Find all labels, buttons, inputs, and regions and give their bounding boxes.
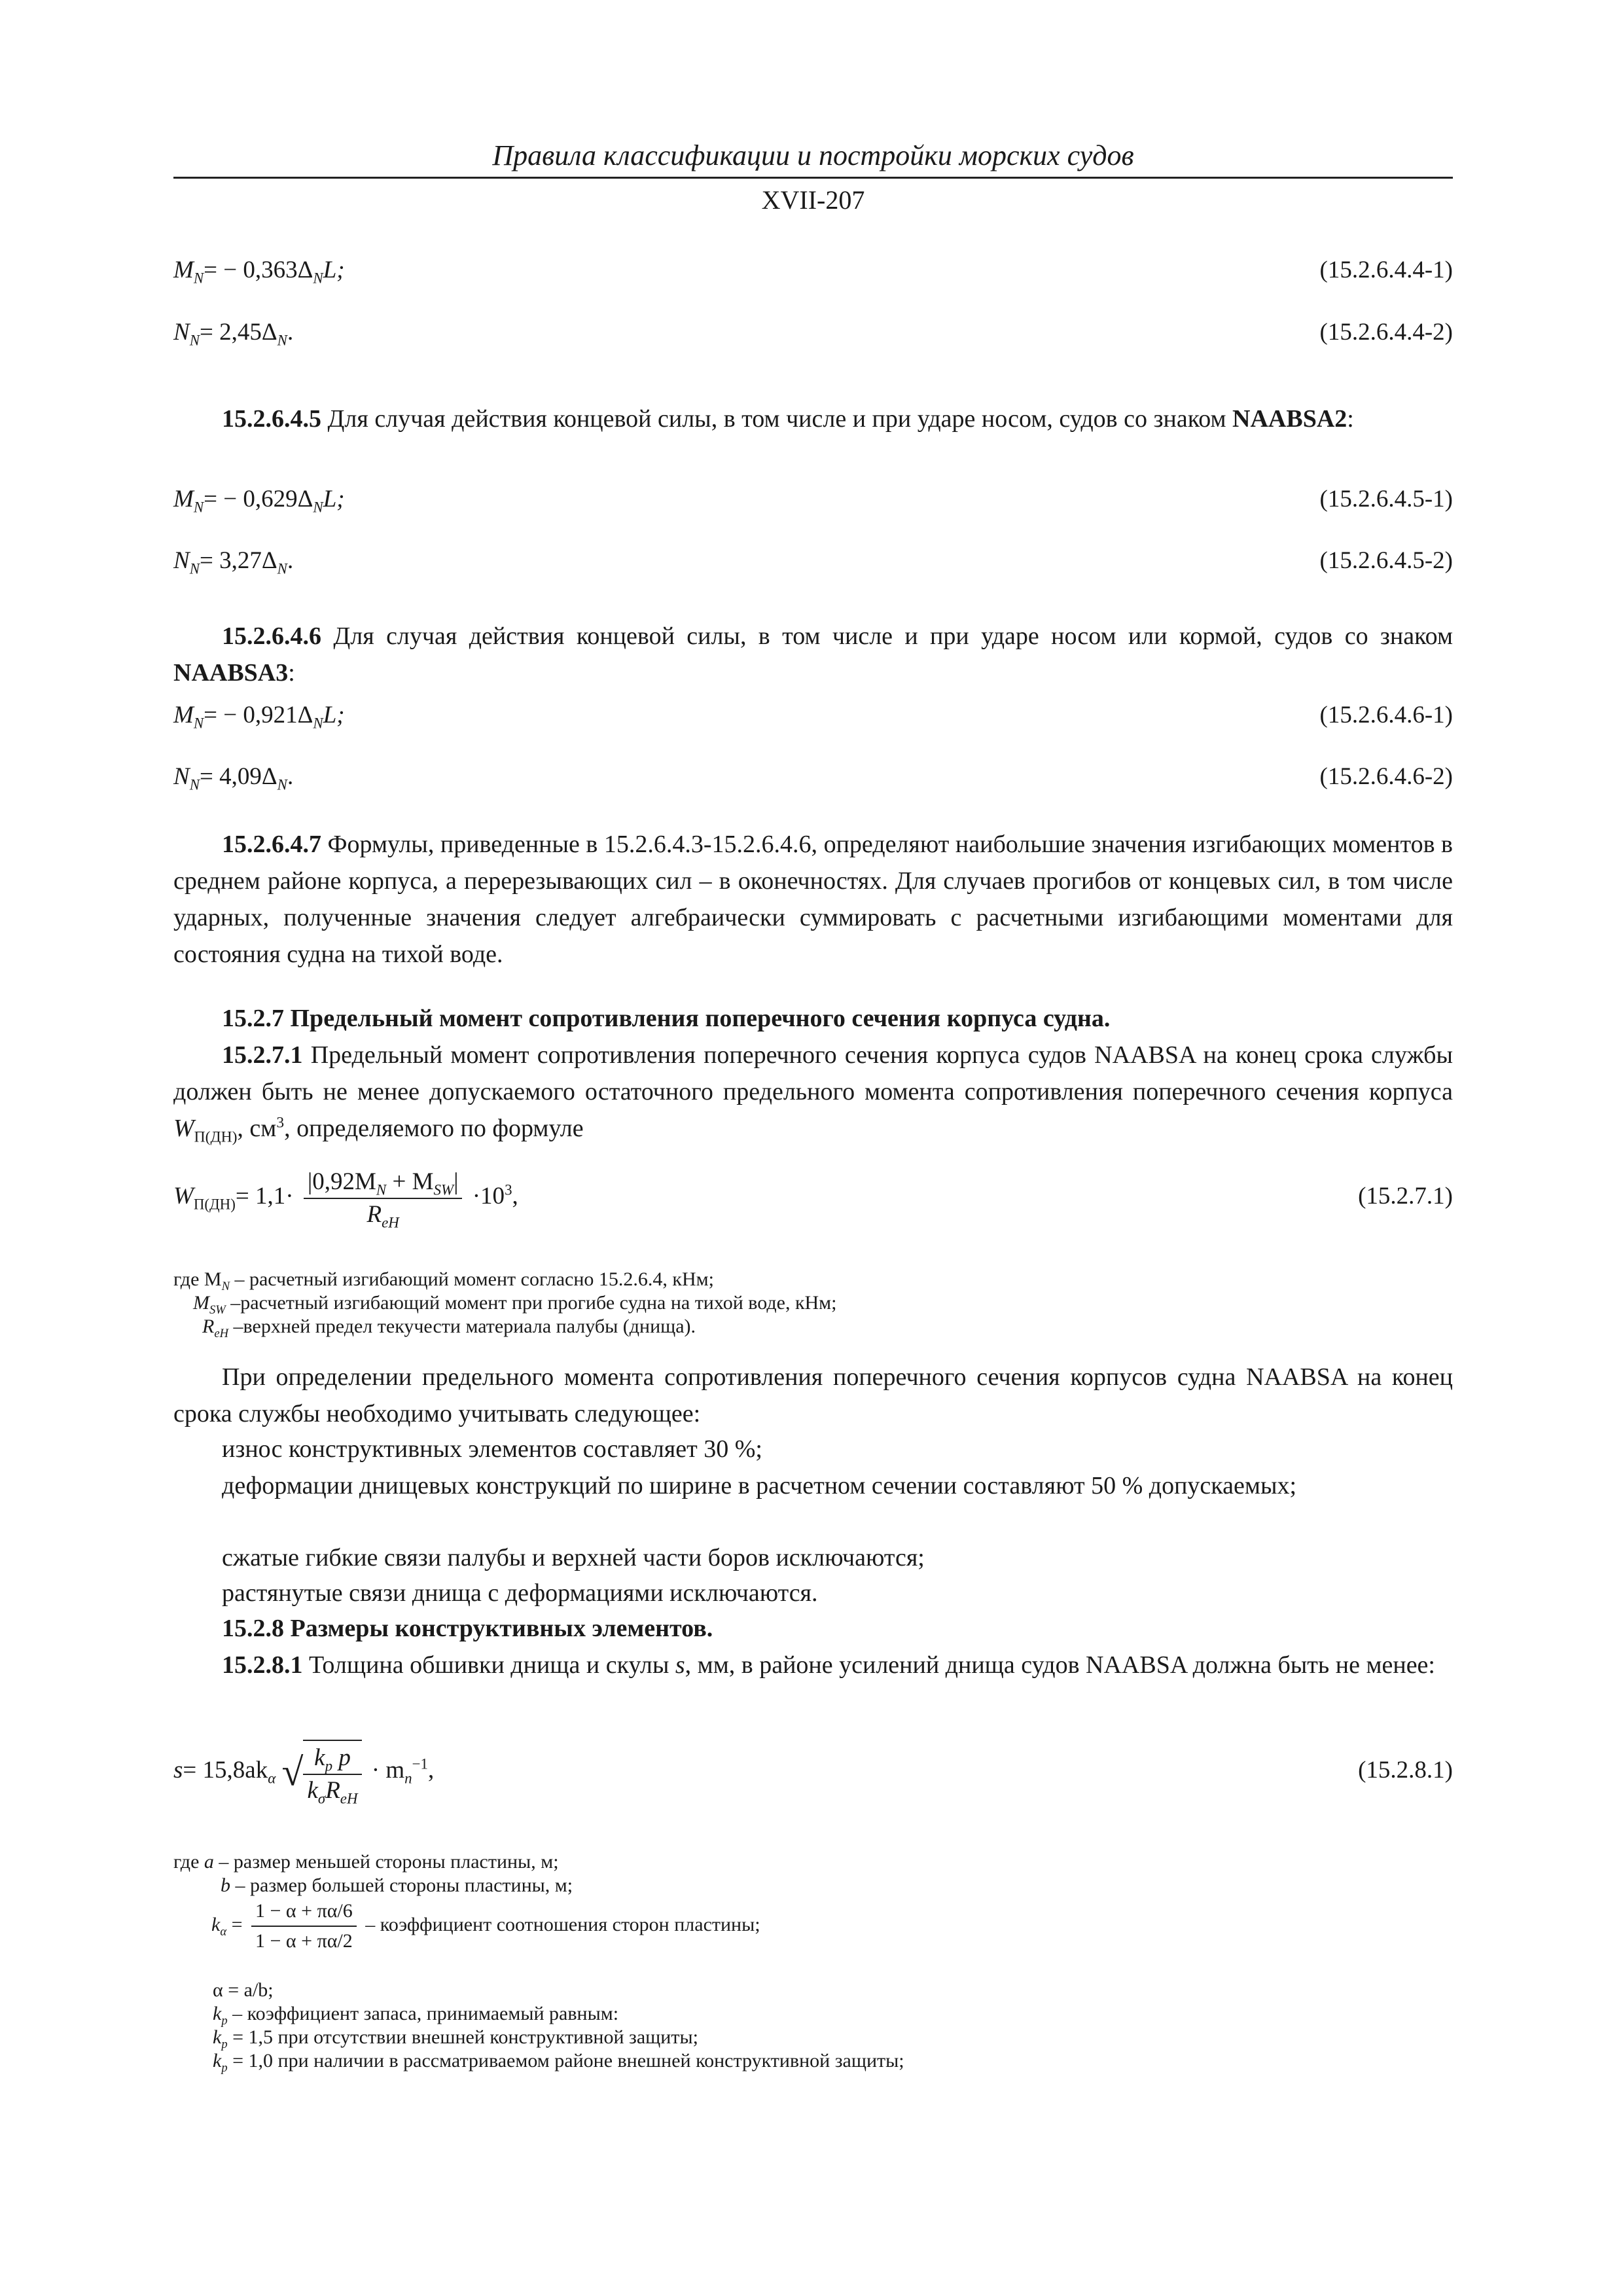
- page-number: XVII-207: [761, 185, 865, 215]
- sqrt-icon: √: [281, 1750, 304, 1794]
- list-item-stretched: растянутые связи днища с деформациями исключаются.: [222, 1579, 818, 1607]
- equation-15-2-6-4-4-1: $M_N= - 0,363\Delta_NL$; (15.2.6.4.4-1): [173, 257, 1453, 287]
- where-k-alpha: $k_\alpha$ = $\frac{1 - \alpha + \pi\alpha/6}{1 - \alpha + \pi\alpha/2}$ – коэффициент соотношения сторон пластины;: [211, 1898, 760, 1954]
- where-alpha: α = a/b;: [213, 1979, 274, 2001]
- running-header-title: Правила классификации и постройки морских судов: [492, 139, 1134, 171]
- formula-15-2-8-1: $s= 15,8ak_\alpha$ √ $\frac{k_p p}{k_\sigma R_{eH}}$ · $m_n^{-1}$, (15.2.8.1): [173, 1728, 1453, 1813]
- equation-15-2-6-4-5-1: $M_N= - 0,629\Delta_NL$; (15.2.6.4.5-1): [173, 486, 1453, 516]
- equation-15-2-6-4-5-2: $N_N= 3,27\Delta_N$. (15.2.6.4.5-2): [173, 547, 1453, 577]
- section-heading-15-2-7: 15.2.7 Предельный момент сопротивления поперечного сечения корпуса судна.: [222, 1005, 1111, 1032]
- equation-15-2-6-4-6-1: $M_N= - 0,921\Delta_NL$; (15.2.6.4.6-1): [173, 702, 1453, 732]
- paragraph-15-2-7-1: 15.2.7.1 Предельный момент сопротивления поперечного сечения корпуса судов NAABSA на конец срока службы должен быть не менее допускаемого остаточного предельного момента сопротивления поперечного сечения корпуса $W_{П(ДН)}$, $см^3$, определяемого по формуле: [173, 1041, 1453, 1146]
- where-b: b – размер большей стороны пластины, м;: [221, 1874, 573, 1896]
- where-kp-no-protection: $k_p = 1,5$ при отсутствии внешней конструктивной защиты;: [213, 2026, 698, 2051]
- list-item-deformation: деформации днищевых конструкций по ширине в расчетном сечении составляют 50 % допускаемых;: [222, 1472, 1297, 1499]
- paragraph-15-2-8-1: 15.2.8.1 Толщина обшивки днища и скулы s, мм, в районе усилений днища судов NAABSA должна быть не менее:: [222, 1651, 1435, 1679]
- paragraph-15-2-6-4-7: 15.2.6.4.7 Формулы, приведенные в 15.2.6.4.3-15.2.6.4.6, определяют наибольшие значения изгибающих моментов в среднем районе корпуса, а перерезывающих сил – в оконечностях. Для случаев прогибов от концевых сил, в том числе ударных, полученные значения следует алгебраически суммировать с расчетными изгибающими моментами для состояния судна на тихой воде.: [173, 831, 1453, 968]
- paragraph-15-2-6-4-6: 15.2.6.4.6 Для случая действия концевой силы, в том числе и при ударе носом или кормой, судов со знаком NAABSA3:: [173, 622, 1453, 687]
- paragraph-considerations: При определении предельного момента сопротивления поперечного сечения корпусов судна NAABSA на конец срока службы необходимо учитывать следующее:: [173, 1363, 1453, 1427]
- equation-15-2-6-4-4-2: $N_N= 2,45\Delta_N$. (15.2.6.4.4-2): [173, 319, 1453, 349]
- where-m-sw: $M_{SW}$ –расчетный изгибающий момент при прогибе судна на тихой воде, кНм;: [193, 1292, 837, 1317]
- paragraph-15-2-6-4-5: 15.2.6.4.5 Для случая действия концевой силы, в том числе и при ударе носом, судов со знаком NAABSA2:: [222, 405, 1354, 433]
- list-item-compressed: сжатые гибкие связи палубы и верхней части боров исключаются;: [222, 1544, 925, 1571]
- equation-15-2-6-4-6-2: $N_N= 4,09\Delta_N$. (15.2.6.4.6-2): [173, 763, 1453, 793]
- where-kp-def: $k_p$ – коэффициент запаса, принимаемый равным:: [213, 2003, 619, 2028]
- where-a: где a – размер меньшей стороны пластины, м;: [173, 1851, 559, 1873]
- document-page: [173, 0, 1453, 2296]
- where-r-eh: $R_{eH}$ –верхней предел текучести материала палубы (днища).: [202, 1316, 696, 1340]
- formula-15-2-7-1: $W_{П(ДН)}= 1,1\cdot$ $\frac{|0,92M_N + M_{SW}|}{R_{eH}}$ $\cdot 10^3$, (15.2.7.1): [173, 1168, 1453, 1230]
- list-item-wear: износ конструктивных элементов составляет 30 %;: [222, 1435, 762, 1463]
- where-kp-protection: $k_p = 1,0$ при наличии в рассматриваемом районе внешней конструктивной защиты;: [213, 2050, 904, 2075]
- header-divider: [173, 177, 1453, 179]
- section-heading-15-2-8: 15.2.8 Размеры конструктивных элементов.: [222, 1615, 713, 1642]
- where-m-n: где $M_N$ – расчетный изгибающий момент согласно 15.2.6.4, кНм;: [173, 1268, 714, 1293]
